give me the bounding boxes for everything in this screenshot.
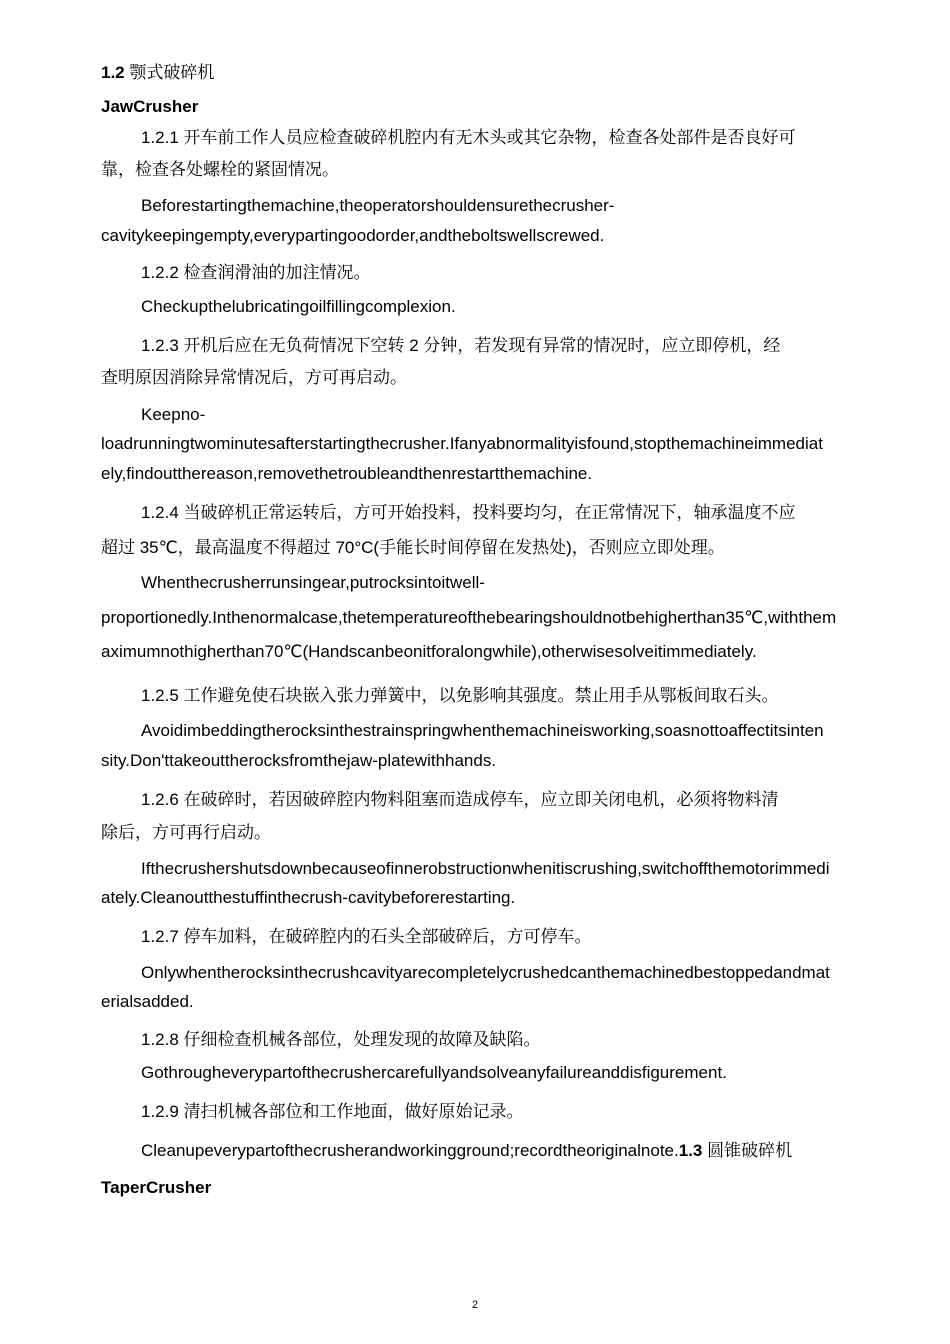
text-line-p123-en-1	[141, 404, 205, 426]
text-line-p123-cn-2	[101, 367, 407, 389]
text-line-s12-en-title	[101, 96, 198, 118]
text-line-p127-en-2	[101, 991, 194, 1013]
text-run: 1.2.4 当破碎机正常运转后，方可开始投料，投料要均匀，在正常情况下，轴承温度不应	[141, 503, 796, 522]
text-run: 1.2.2 检查润滑油的加注情况。	[141, 263, 371, 282]
text-line-p125-cn-1	[141, 685, 779, 707]
text-line-p123-en-3	[101, 463, 592, 485]
text-run: 1.2.3 开机后应在无负荷情况下空转 2 分钟，若发现有异常的情况时，应立即停机，经	[141, 336, 781, 355]
text-run: sity.Don'ttakeouttherocksfromthejaw-platewithhands.	[101, 751, 497, 770]
text-run: Keepno-	[141, 405, 206, 424]
text-line-p127-en-1	[141, 962, 830, 984]
text-line-p124-en-1	[141, 572, 485, 594]
text-line-p122-cn-1	[141, 262, 371, 284]
text-line-p128-cn-1	[141, 1029, 541, 1051]
text-run: 超过 35℃，最高温度不得超过 70°C(手能长时间停留在发热处)，否则应立即处理。	[101, 538, 725, 557]
text-run: 1.2.8 仔细检查机械各部位，处理发现的故障及缺陷。	[141, 1030, 541, 1049]
text-run: loadrunningtwominutesafterstartingthecrusher.Ifanyabnormalityisfound,stopthemachineimmediat	[101, 434, 823, 453]
text-run: 靠，检查各处螺栓的紧固情况。	[101, 160, 339, 179]
text-line-p124-en-2	[101, 607, 836, 629]
text-run: 除后，方可再行启动。	[101, 823, 271, 842]
page-number: 2	[471, 1299, 479, 1311]
text-line-s13-en-title	[101, 1177, 211, 1199]
text-run: erialsadded.	[101, 992, 194, 1011]
text-run: 1.2	[101, 63, 130, 82]
text-run: 1.2.9 清扫机械各部位和工作地面，做好原始记录。	[141, 1102, 524, 1121]
text-line-p124-cn-2	[101, 537, 725, 559]
text-run: 查明原因消除异常情况后，方可再启动。	[101, 368, 407, 387]
text-line-p123-cn-1	[141, 335, 780, 357]
text-run: 1.2.1 开车前工作人员应检查破碎机腔内有无木头或其它杂物，检查各处部件是否良好可	[141, 128, 796, 147]
text-run: Onlywhentherocksinthecrushcavityarecompletelycrushedcanthemachinedbestoppedandmat	[141, 963, 830, 982]
text-run: Gothrougheverypartofthecrushercarefullyandsolveanyfailureanddisfigurement.	[141, 1063, 727, 1082]
text-run: ely,findoutthereason,removethetroubleandthenrestartthemachine.	[101, 464, 593, 483]
text-run: proportionedly.Inthenormalcase,thetemperatureofthebearingshouldnotbehigherthan35℃,withthem	[101, 608, 837, 627]
text-run: 颚式破碎机	[129, 63, 215, 82]
text-line-p124-en-3	[101, 641, 757, 663]
text-line-p128-en-1	[141, 1062, 727, 1084]
text-run: 1.2.5 工作避免使石块嵌入张力弹簧中，以免影响其强度。禁止用手从鄂板间取石头。	[141, 686, 779, 705]
text-line-p125-en-1	[141, 720, 824, 742]
text-line-p123-en-2	[101, 433, 823, 455]
text-line-p126-cn-1	[141, 789, 779, 811]
text-run: TaperCrusher	[101, 1178, 212, 1197]
text-run: aximumnothigherthan70℃(Handscanbeonitforalongwhile),otherwisesolveitimmediately.	[101, 642, 757, 661]
text-line-p121-cn-1	[141, 127, 796, 149]
text-line-p121-cn-2	[101, 159, 339, 181]
text-run: cavitykeepingempty,everypartingoodorder,andtheboltswellscrewed.	[101, 226, 605, 245]
text-line-p125-en-2	[101, 750, 496, 772]
text-run: JawCrusher	[101, 97, 199, 116]
text-run: 1.2.6 在破碎时，若因破碎腔内物料阻塞而造成停车，应立即关闭电机，必须将物料清	[141, 790, 779, 809]
text-line-p121-en-1	[141, 195, 614, 217]
text-line-s12-title	[101, 62, 214, 84]
text-line-p127-cn-1	[141, 926, 592, 948]
text-run: Cleanupeverypartofthecrusherandworkingground;recordtheoriginalnote.	[141, 1141, 679, 1160]
text-line-p126-en-1	[141, 858, 830, 880]
text-line-p126-cn-2	[101, 822, 271, 844]
text-run: Beforestartingthemachine,theoperatorshouldensurethecrusher-	[141, 196, 615, 215]
text-run: Whenthecrusherrunsingear,putrocksintoitwell-	[141, 573, 485, 592]
text-run: Checkupthelubricatingoilfillingcomplexion.	[141, 297, 456, 316]
text-run: ately.Cleanoutthestuffinthecrush-cavitybeforerestarting.	[101, 888, 516, 907]
text-run: Avoidimbeddingtherocksinthestrainspringwhenthemachineisworking,soasnottoaffectitsinten	[141, 721, 824, 740]
text-run: 1.3	[678, 1141, 708, 1160]
text-line-p121-en-2	[101, 225, 604, 247]
text-run: Ifthecrushershutsdownbecauseofinnerobstructionwhenitiscrushing,switchoffthemotorimmedi	[141, 859, 830, 878]
text-line-p124-cn-1	[141, 502, 796, 524]
text-run: 圆锥破碎机	[707, 1141, 793, 1160]
text-line-p129-en-1	[141, 1140, 792, 1162]
text-line-p126-en-2	[101, 887, 515, 909]
text-run: 1.2.7 停车加料，在破碎腔内的石头全部破碎后，方可停车。	[141, 927, 592, 946]
text-line-p122-en-1	[141, 296, 456, 318]
text-line-p129-cn-1	[141, 1101, 524, 1123]
